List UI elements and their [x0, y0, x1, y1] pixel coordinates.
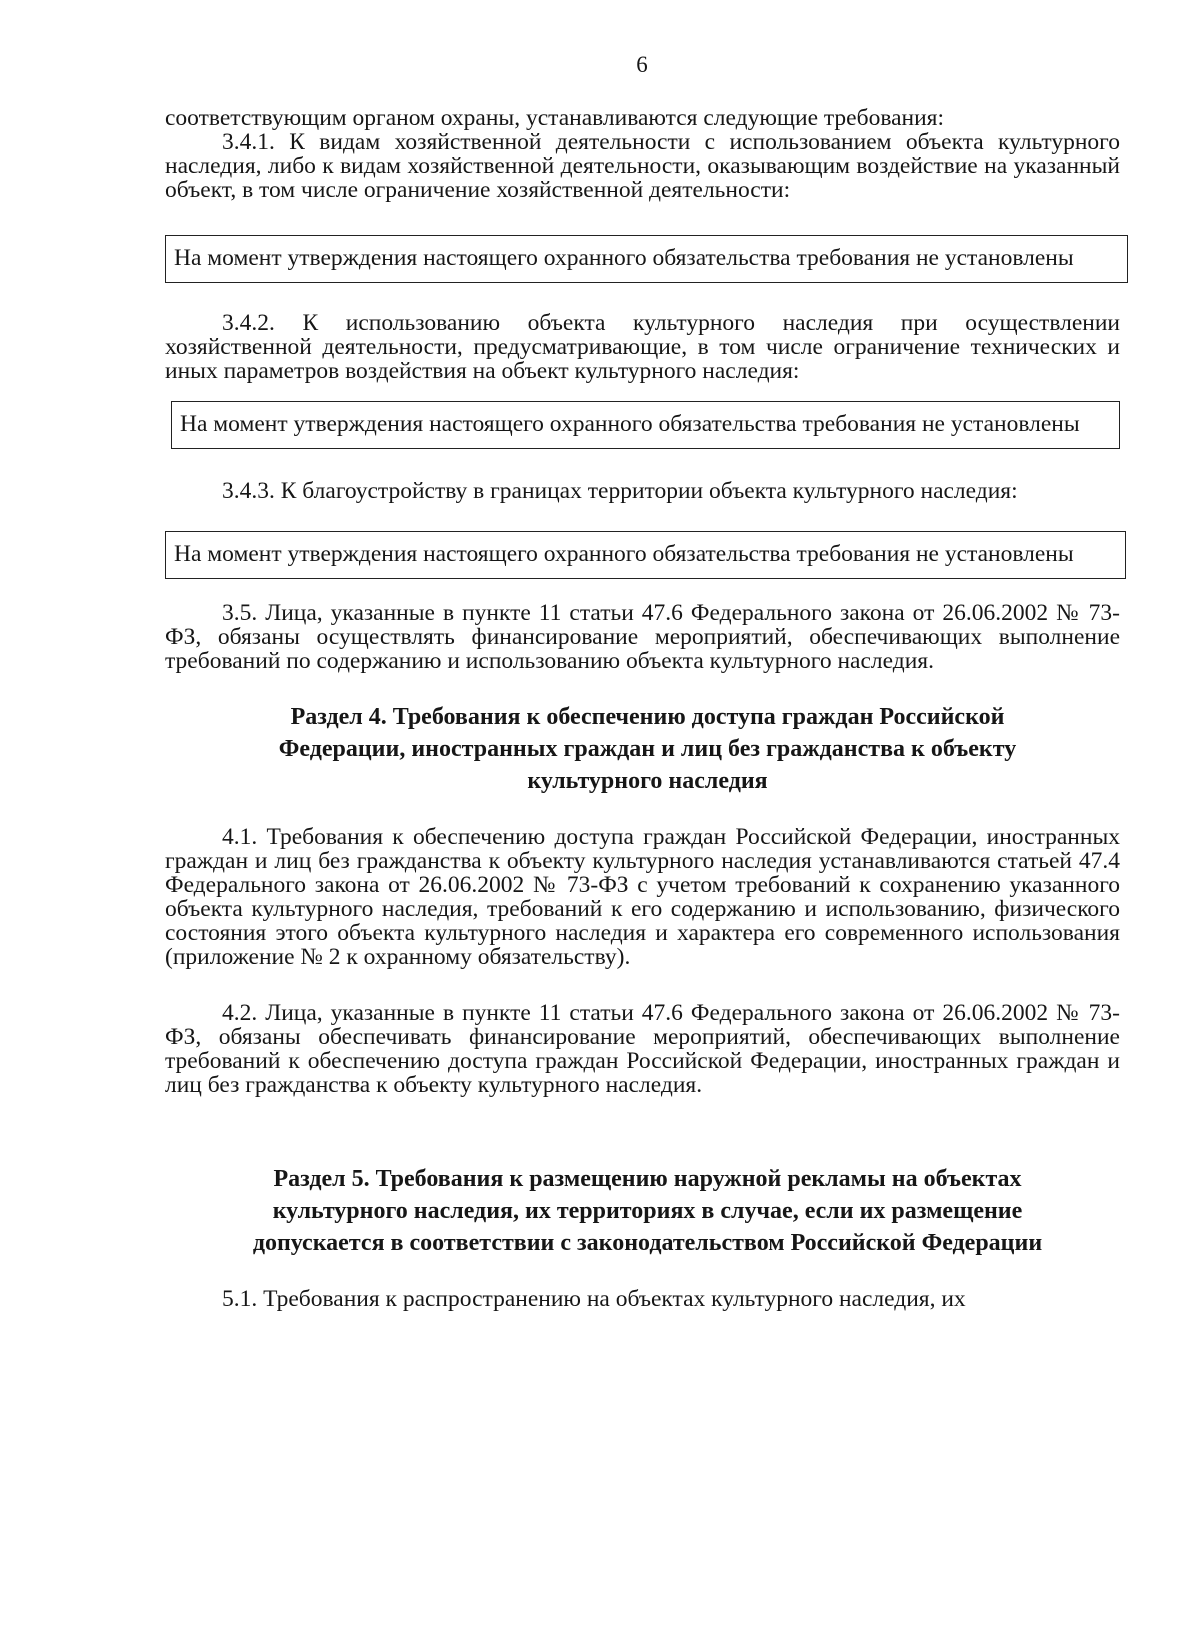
- section-4-heading: [175, 701, 1120, 797]
- paragraph-3-4-2: 3.4.2. К использованию объекта культурного наследия при осуществлении хозяйственной деятельности, предусматривающие, в том числе ограничение технических и иных параметров воздействия на объект культурного наследия:: [165, 310, 1120, 384]
- page-number: 6: [636, 52, 648, 77]
- section-5-heading: [175, 1163, 1120, 1259]
- paragraph-3-4-1: 3.4.1. К видам хозяйственной деятельности с использованием объекта культурного наследия, либо к видам хозяйственной деятельности, оказывающим воздействие на указанный объект, в том числе ограничение хозяйственной деятельности:: [165, 129, 1120, 203]
- paragraph-4-2: 4.2. Лица, указанные в пункте 11 статьи 47.6 Федерального закона от 26.06.2002 № 73-ФЗ, обязаны обеспечивать финансирование мероприятий, обеспечивающих выполнение требований к обеспечению доступа граждан Российской Федерации, иностранных граждан и лиц без гражданства к объекту культурного наследия.: [165, 1000, 1120, 1098]
- paragraph-5-1: 5.1. Требования к распространению на объектах культурного наследия, их: [222, 1286, 966, 1312]
- intro-paragraph: соответствующим органом охраны, устанавливаются следующие требования:: [165, 105, 945, 131]
- paragraph-4-1: 4.1. Требования к обеспечению доступа граждан Российской Федерации, иностранных граждан и лиц без гражданства к объекту культурного наследия устанавливаются статьей 47.4 Федерального закона от 26.06.2002 № 73-ФЗ с учетом требований к сохранению указанного объекта культурного наследия, требований к его содержанию и использованию, физического состояния этого объекта культурного наследия и характера его современного использования (приложение № 2 к охранному обязательству).: [165, 824, 1120, 970]
- paragraph-3-4-3: 3.4.3. К благоустройству в границах территории объекта культурного наследия:: [222, 478, 1018, 504]
- paragraph-3-5: 3.5. Лица, указанные в пункте 11 статьи 47.6 Федерального закона от 26.06.2002 № 73-ФЗ, обязаны осуществлять финансирование мероприятий, обеспечивающих выполнение требований по содержанию и использованию объекта культурного наследия.: [165, 600, 1120, 674]
- section-5-title-line-3: допускается в соответствии с законодательством Российской Федерации: [252, 1230, 1043, 1256]
- requirement-box-3: На момент утверждения настоящего охранного обязательства требования не установлены: [165, 531, 1126, 579]
- section-5-title-line-1: Раздел 5. Требования к размещению наружной рекламы на объектах: [273, 1166, 1022, 1192]
- section-4-title-line-1: Раздел 4. Требования к обеспечению доступа граждан Российской: [290, 704, 1005, 730]
- section-4-title-line-2: Федерации, иностранных граждан и лиц без гражданства к объекту: [278, 736, 1017, 762]
- requirement-box-2: На момент утверждения настоящего охранного обязательства требования не установлены: [171, 401, 1120, 449]
- document-body: [165, 106, 1120, 1311]
- requirement-box-1: На момент утверждения настоящего охранного обязательства требования не установлены: [165, 235, 1128, 283]
- section-4-title-line-3: культурного наследия: [527, 768, 768, 794]
- section-5-title-line-2: культурного наследия, их территориях в случае, если их размещение: [272, 1198, 1023, 1224]
